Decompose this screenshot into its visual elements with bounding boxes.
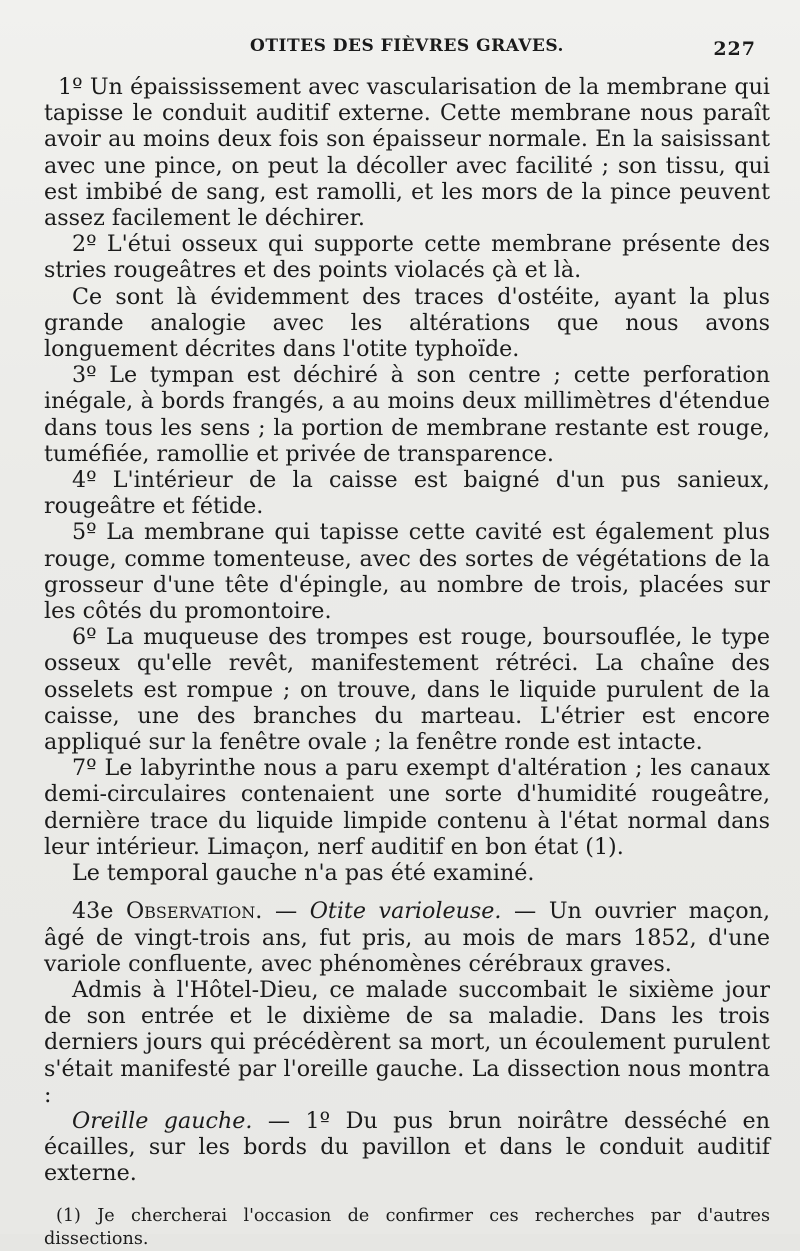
paragraph-5: 4º L'intérieur de la caisse est baigné d'un pus sanieux, rougeâtre et fétide. [44,467,770,520]
paragraph-9: Le temporal gauche n'a pas été examiné. [72,860,535,887]
paragraph-4: 3º Le tympan est déchiré à son centre ; cette perforation inégale, à bords frangés, a au moins deux millimètres d'étendue dans tous les sens ; la portion de membrane restante est rouge, tuméfiée, ramollie et privée de transparence. [44,362,770,467]
observation-label: Observation. [125,898,263,925]
page-number: 227 [713,38,756,60]
paragraph-3: Ce sont là évidemment des traces d'ostéite, ayant la plus grande analogie avec les altérations que nous avons longuement décrites dans l'otite typhoïde. [44,283,770,363]
paragraph-8: 7º Le labyrinthe nous a paru exempt d'altération ; les canaux demi-circulaires contenaient une sorte d'humidité rougeâtre, dernière trace du liquide limpide contenu à l'état normal dans leur intérieur. Limaçon, nerf auditif en bon état (1). [44,755,770,860]
footnote-text: (1) Je chercherai l'occasion de confirmer ces recherches par d'autres dissections. [44,1205,770,1249]
oreille-label: Oreille gauche. [72,1107,253,1134]
paragraph-admission: Admis à l'Hôtel-Dieu, ce malade succombait le sixième jour de son entrée et le dixième de sa maladie. Dans les trois derniers jours qui précédèrent sa mort, un écoulement purulent s'était manifesté par l'oreille gauche. La dissection nous montra : [44,976,770,1108]
paragraph-oreille [44,1108,770,1187]
paragraph-7: 6º La muqueuse des trompes est rouge, boursouflée, le type osseux qu'elle revêt, manifestement rétréci. La chaîne des osselets est rompue ; on trouve, dans le liquide purulent de la caisse, une des branches du marteau. L'étrier est encore appliqué sur la fenêtre ovale ; la fenêtre ronde est intacte. [44,624,770,756]
observation-title: Otite varioleuse. [309,898,502,925]
page-body [44,74,770,1187]
observation-number: 43e [72,898,114,925]
observation-dash-2: — [501,898,549,925]
running-head [44,34,770,74]
footnote [44,1205,770,1251]
observation-text: Un ouvrier maçon, âgé de vingt-trois ans, fut pris, au mois de mars 1852, d'une variole confluente, avec phénomènes cérébraux graves. [44,898,770,977]
observation-heading-paragraph [44,898,770,977]
running-title: OTITES DES FIÈVRES GRAVES. [250,36,564,56]
observation-dash-1: — [262,898,310,925]
oreille-text: — 1º Du pus brun noirâtre desséché en écailles, sur les bords du pavillon et dans le conduit auditif externe. [44,1107,770,1187]
paragraph-2: 2º L'étui osseux qui supporte cette membrane présente des stries rougeâtres et des points violacés çà et là. [44,231,770,284]
paragraph-6: 5º La membrane qui tapisse cette cavité est également plus rouge, comme tomenteuse, avec des sortes de végétations de la grosseur d'une tête d'épingle, au nombre de trois, placées sur les côtés du promontoire. [44,519,770,625]
paragraph-1: 1º Un épaississement avec vascularisation de la membrane qui tapisse le conduit auditif externe. Cette membrane nous paraît avoir au moins deux fois son épaisseur normale. En la saisissant avec une pince, on peut la décoller avec facilité ; son tissu, qui est imbibé de sang, est ramolli, et les mors de la pince peuvent assez facilement le déchirer. [44,74,770,232]
